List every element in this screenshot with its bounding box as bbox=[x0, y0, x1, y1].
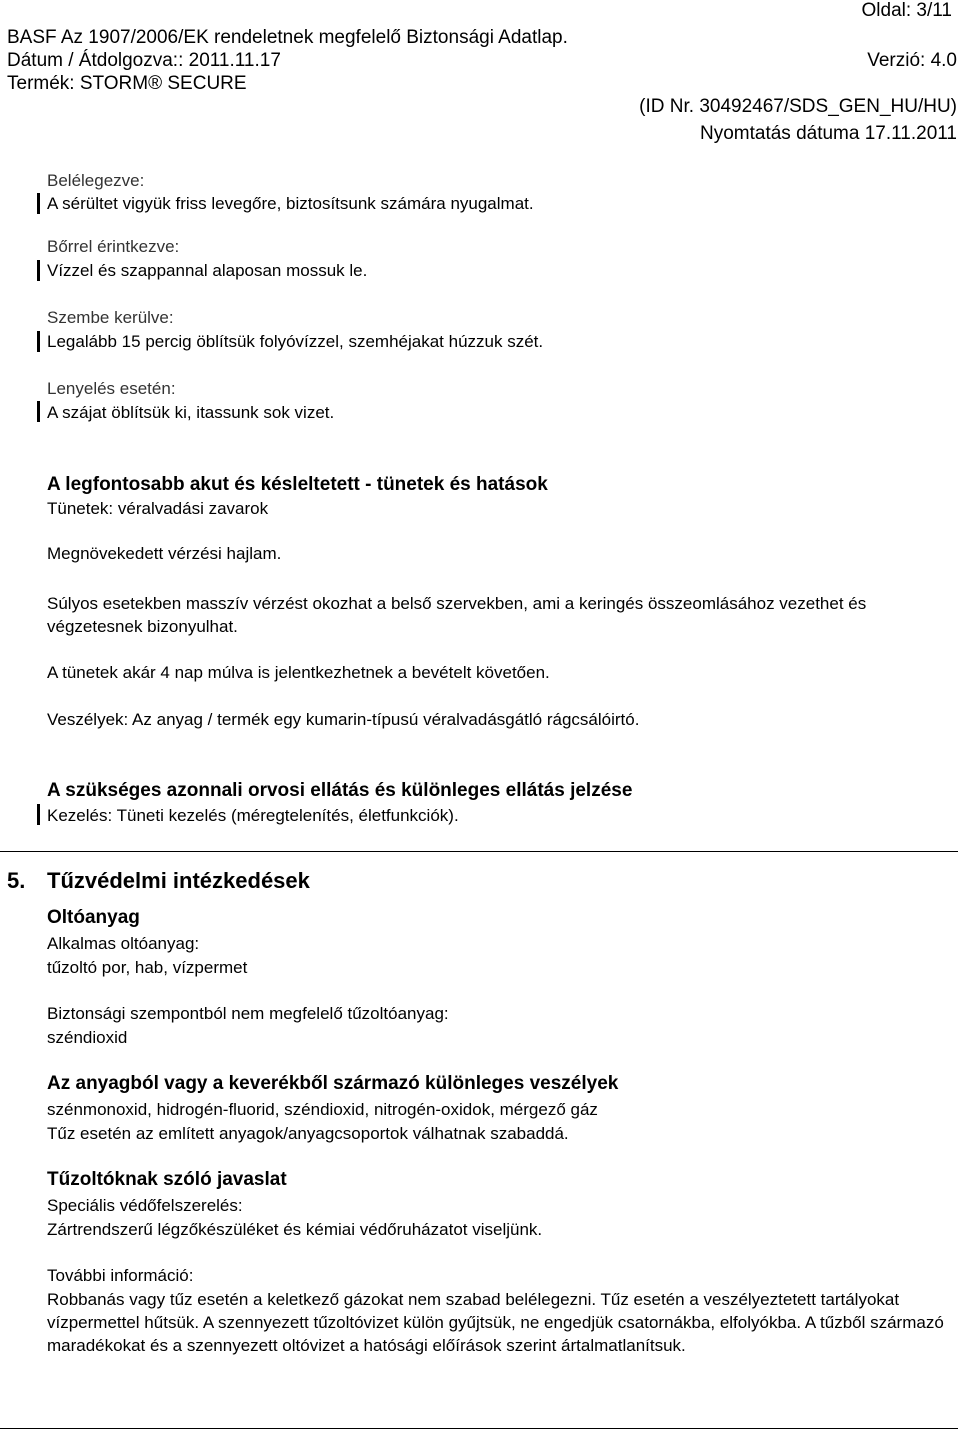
further-info-text: Robbanás vagy tűz esetén a keletkező gázokat nem szabad belélegezni. Tűz esetén a veszélyeztetett tartályokat vízpermettel hűtsük. A szennyezett tűzoltóvizet külön gyűjtsük, ne engedjük csatornákba, elfolyókba. A tűzből származó maradékokat és a szennyezett oltóvizet a hatósági előírások szerint ártalmatlanítsuk. bbox=[47, 1290, 944, 1355]
suitable-text: tűzoltó por, hab, vízpermet bbox=[47, 958, 248, 977]
eye-label: Szembe kerülve: bbox=[47, 308, 174, 327]
section-divider bbox=[0, 851, 958, 852]
ingestion-text: A szájat öblítsük ki, itassunk sok vizet. bbox=[47, 403, 335, 422]
document-id: (ID Nr. 30492467/SDS_GEN_HU/HU) bbox=[639, 96, 957, 117]
section-title: Tűzvédelmi intézkedések bbox=[47, 868, 310, 893]
product-name: Termék: STORM® SECURE bbox=[7, 73, 247, 94]
ppe-text: Zártrendszerű légzőkészüléket és kémiai védőruházatot viseljünk. bbox=[47, 1220, 543, 1239]
symptoms-paragraph: Súlyos esetekben masszív vérzést okozhat a belső szervekben, ami a keringés összeomlásához vezethet és végzetesnek bizonyulhat. bbox=[47, 594, 867, 636]
ingestion-label: Lenyelés esetén: bbox=[47, 379, 176, 398]
document-title: BASF Az 1907/2006/EK rendeletnek megfelelő Biztonsági Adatlap. bbox=[7, 27, 568, 48]
inhalation-text: A sérültet vigyük friss levegőre, biztosítsunk számára nyugalmat. bbox=[47, 194, 534, 213]
print-date: Nyomtatás dátuma 17.11.2011 bbox=[699, 123, 957, 144]
hazards-line: Veszélyek: Az anyag / termék egy kumarin-típusú véralvadásgátló rágcsálóirtó. bbox=[47, 710, 640, 729]
special-hazards-line: szénmonoxid, hidrogén-fluorid, széndioxid, nitrogén-oxidok, mérgező gáz bbox=[47, 1100, 598, 1119]
version: Verzió: 4.0 bbox=[867, 50, 957, 71]
special-hazards-heading: Az anyagból vagy a keverékből származó különleges veszélyek bbox=[47, 1073, 619, 1094]
unsuitable-label: Biztonsági szempontból nem megfelelő tűzoltóanyag: bbox=[47, 1004, 449, 1023]
ppe-label: Speciális védőfelszerelés: bbox=[47, 1196, 243, 1215]
unsuitable-text: széndioxid bbox=[47, 1028, 128, 1047]
symptoms-heading: A legfontosabb akut és késleltetett - tünetek és hatások bbox=[47, 474, 548, 495]
further-info-label: További információ: bbox=[47, 1266, 194, 1285]
revision-bar bbox=[37, 804, 40, 825]
symptoms-line: Tünetek: véralvadási zavarok bbox=[47, 499, 269, 518]
symptoms-line: Megnövekedett vérzési hajlam. bbox=[47, 544, 282, 563]
revision-date: Dátum / Átdolgozva:: 2011.11.17 bbox=[7, 50, 281, 71]
medical-text: Kezelés: Tüneti kezelés (méregtelenítés, életfunkciók). bbox=[47, 806, 459, 825]
revision-bar bbox=[37, 401, 40, 422]
skin-text: Vízzel és szappannal alaposan mossuk le. bbox=[47, 261, 368, 280]
medical-heading: A szükséges azonnali orvosi ellátás és különleges ellátás jelzése bbox=[47, 780, 633, 801]
special-hazards-line: Tűz esetén az említett anyagok/anyagcsoportok válhatnak szabaddá. bbox=[47, 1124, 569, 1143]
inhalation-label: Belélegezve: bbox=[47, 171, 145, 190]
footer-divider bbox=[0, 1428, 958, 1429]
symptoms-line: A tünetek akár 4 nap múlva is jelentkezhetnek a bevételt követően. bbox=[47, 663, 550, 682]
page-number: Oldal: 3/11 bbox=[861, 0, 952, 21]
revision-bar bbox=[37, 193, 40, 214]
suitable-label: Alkalmas oltóanyag: bbox=[47, 934, 200, 953]
skin-label: Bőrrel érintkezve: bbox=[47, 237, 180, 256]
revision-bar bbox=[37, 331, 40, 352]
extinguishing-heading: Oltóanyag bbox=[47, 907, 140, 928]
revision-bar bbox=[37, 260, 40, 281]
section-number: 5. bbox=[7, 868, 26, 893]
eye-text: Legalább 15 percig öblítsük folyóvízzel, szemhéjakat húzzuk szét. bbox=[47, 332, 544, 351]
firefighter-advice-heading: Tűzoltóknak szóló javaslat bbox=[47, 1169, 287, 1190]
